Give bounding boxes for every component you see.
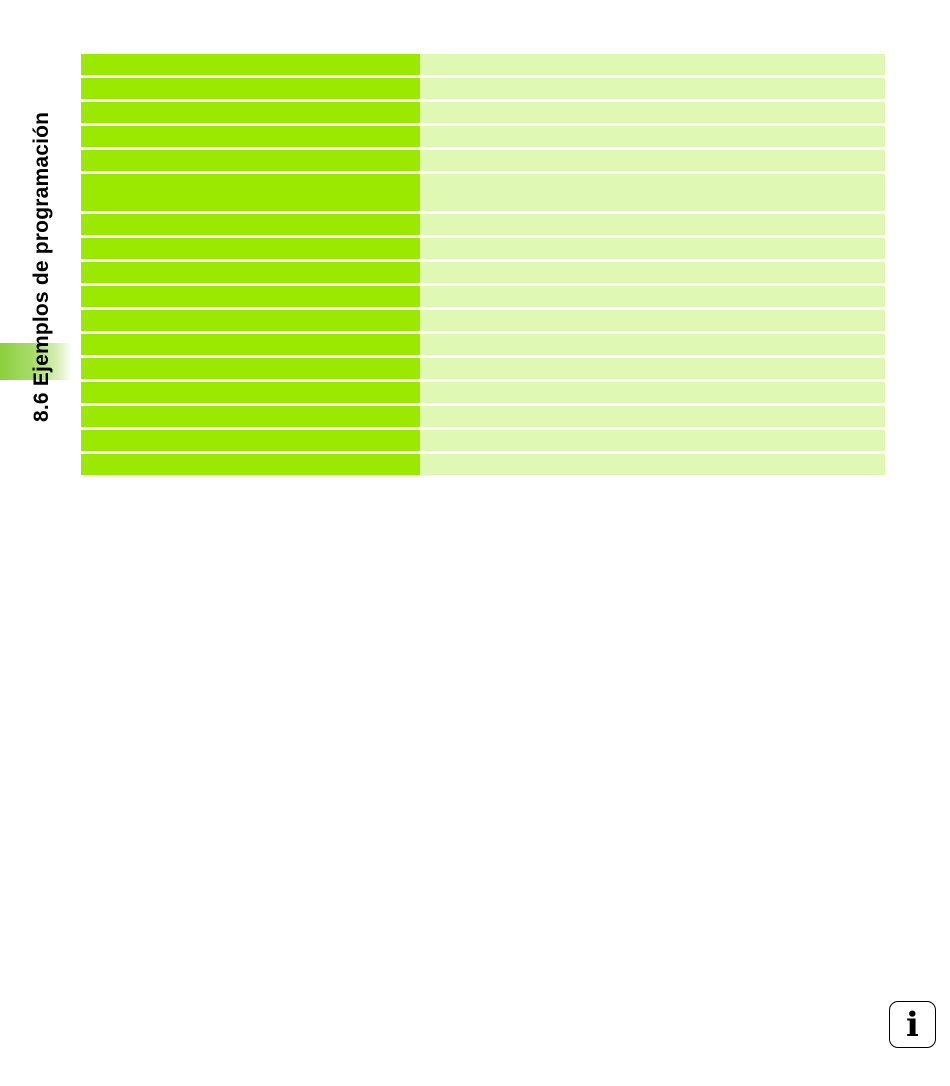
program-cell <box>81 238 420 259</box>
table-row <box>81 150 885 171</box>
program-cell <box>81 286 420 307</box>
table-row <box>81 382 885 403</box>
description-cell <box>420 214 885 235</box>
program-cell <box>81 126 420 147</box>
table-row <box>81 454 885 475</box>
table-row <box>81 334 885 355</box>
program-cell <box>81 214 420 235</box>
table-row <box>81 406 885 427</box>
description-cell <box>420 126 885 147</box>
program-cell <box>81 430 420 451</box>
table-row <box>81 286 885 307</box>
info-glyph: i <box>906 1004 919 1045</box>
description-cell <box>420 430 885 451</box>
table-row <box>81 174 885 211</box>
table-row <box>81 310 885 331</box>
program-table <box>81 54 885 475</box>
description-cell <box>420 454 885 475</box>
table-row <box>81 262 885 283</box>
description-cell <box>420 262 885 283</box>
program-cell <box>81 406 420 427</box>
description-cell <box>420 174 885 211</box>
program-cell <box>81 174 420 211</box>
program-cell <box>81 78 420 99</box>
table-row <box>81 78 885 99</box>
description-cell <box>420 406 885 427</box>
description-cell <box>420 238 885 259</box>
program-cell <box>81 334 420 355</box>
section-title: 8.6 Ejemplos de programación <box>30 111 53 422</box>
program-cell <box>81 358 420 379</box>
program-cell <box>81 150 420 171</box>
table-row <box>81 54 885 75</box>
program-cell <box>81 310 420 331</box>
program-cell <box>81 54 420 75</box>
description-cell <box>420 54 885 75</box>
description-cell <box>420 78 885 99</box>
table-row <box>81 238 885 259</box>
table-row <box>81 430 885 451</box>
program-cell <box>81 454 420 475</box>
description-cell <box>420 310 885 331</box>
description-cell <box>420 382 885 403</box>
description-cell <box>420 358 885 379</box>
table-row <box>81 102 885 123</box>
description-cell <box>420 102 885 123</box>
table-row <box>81 358 885 379</box>
program-cell <box>81 262 420 283</box>
info-icon[interactable] <box>889 1001 936 1048</box>
description-cell <box>420 150 885 171</box>
description-cell <box>420 286 885 307</box>
table-row <box>81 214 885 235</box>
program-cell <box>81 382 420 403</box>
program-cell <box>81 102 420 123</box>
description-cell <box>420 334 885 355</box>
table-row <box>81 126 885 147</box>
